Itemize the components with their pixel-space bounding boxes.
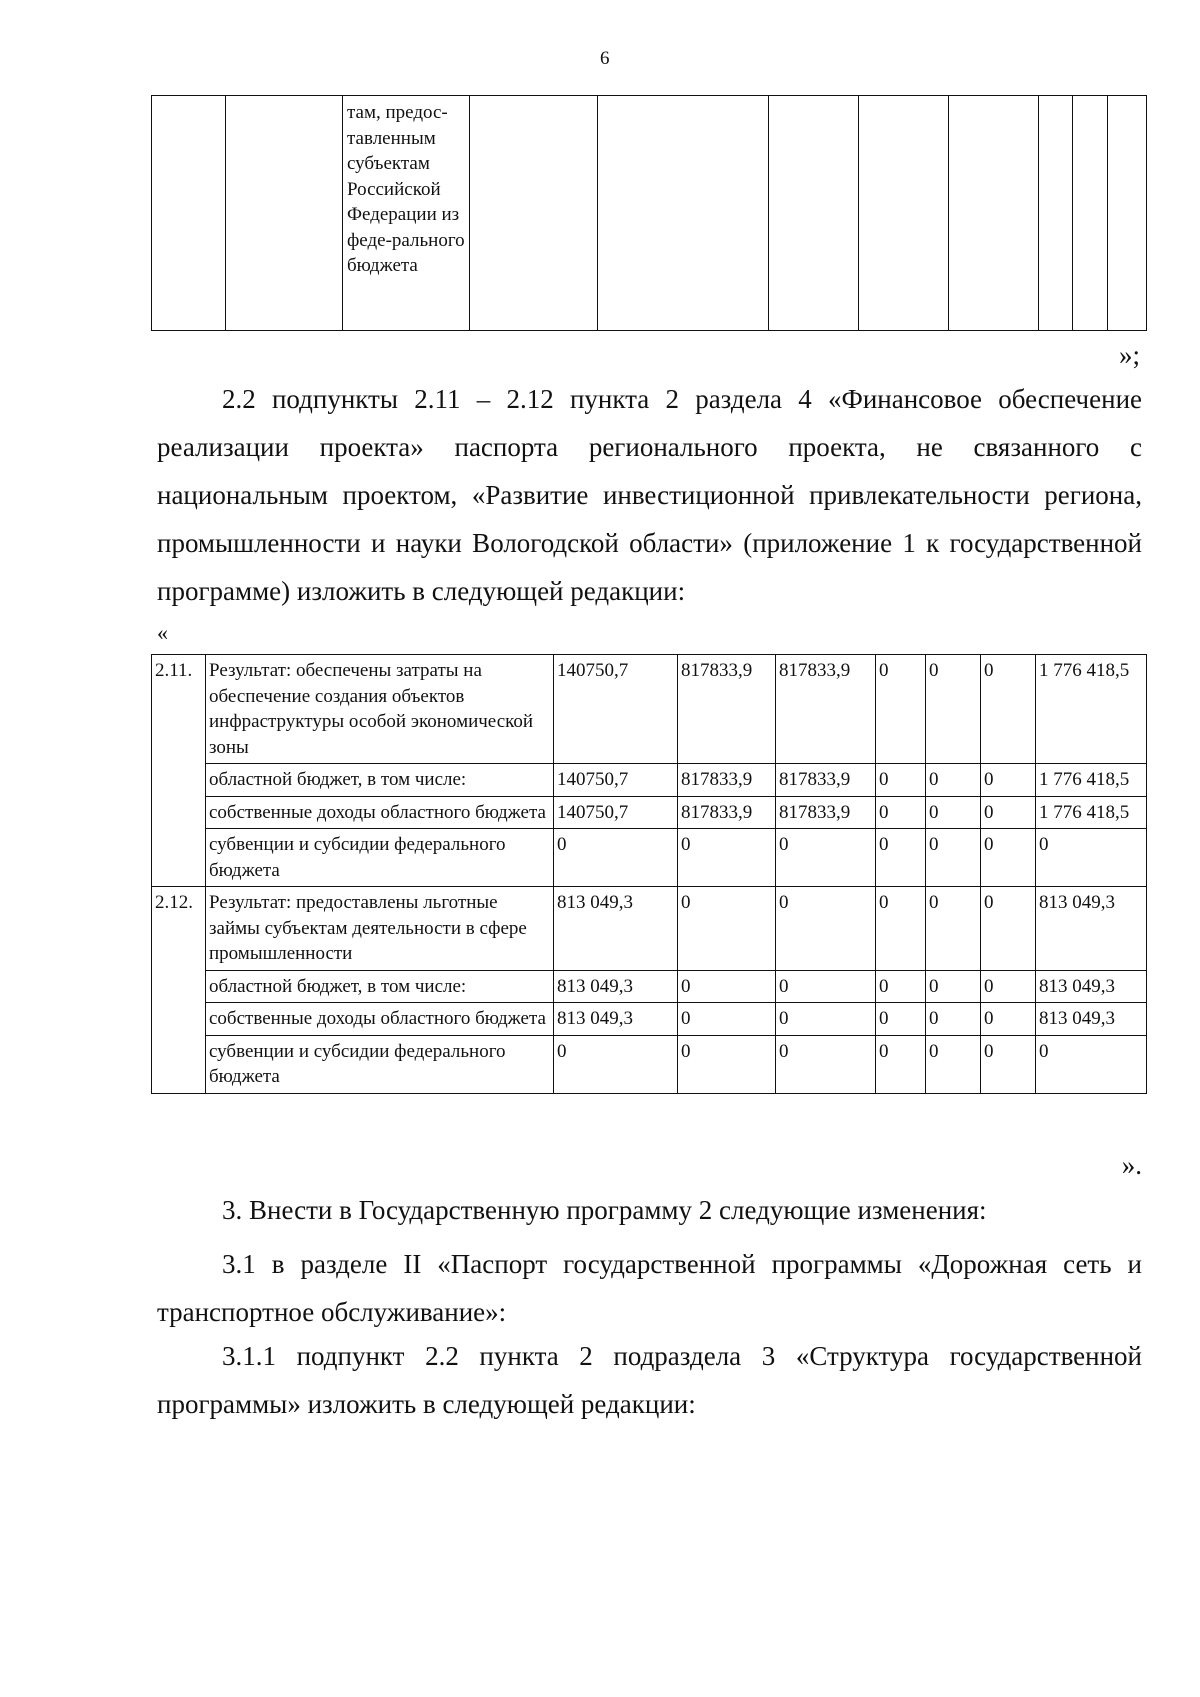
value-cell: 0 [926,655,981,764]
paragraph-3-1-1 [157,1332,1142,1428]
value-cell: 0 [926,796,981,829]
table-row [152,796,1147,829]
value-cell: 0 [926,829,981,887]
value-cell: 0 [926,970,981,1003]
table-row [152,829,1147,887]
value-cell: 0 [776,829,876,887]
value-cell: 0 [876,970,926,1003]
value-cell: 0 [981,887,1036,971]
value-cell: 0 [554,1035,678,1093]
value-cell: 140750,7 [554,796,678,829]
value-cell: 0 [776,1003,876,1036]
paragraph-3-1 [157,1240,1142,1336]
value-cell: 813 049,3 [1036,970,1147,1003]
value-cell: 0 [876,764,926,797]
value-cell: 0 [926,764,981,797]
value-cell: 0 [678,887,776,971]
paragraph-text: 2.2 подпункты 2.11 – 2.12 пункта 2 раздела 4 «Финансовое обеспечение реализации проекта» паспорта регионального проекта, не связанного с национальным проектом, «Развитие инвестиционной привлекательности региона, промышленности и науки Вологодской области» (приложение 1 к государственной программе) изложить в следующей редакции: [157,384,1142,606]
value-cell: 0 [678,1035,776,1093]
row-label: областной бюджет, в том числе: [206,970,554,1003]
value-cell: 0 [876,796,926,829]
paragraph-text: 3.1.1 подпункт 2.2 пункта 2 подраздела 3 «Структура государственной программы» изложить в следующей редакции: [157,1341,1142,1419]
opening-quote: « [157,620,168,645]
table-cell [769,96,859,331]
item-number: 2.11. [152,655,206,887]
row-label: Результат: обеспечены затраты на обеспечение создания объектов инфраструктуры особой экономической зоны [206,655,554,764]
table-cell [1039,96,1073,331]
value-cell: 817833,9 [776,655,876,764]
item-number: 2.12. [152,887,206,1094]
financing-table [151,654,1147,1094]
row-label: собственные доходы областного бюджета [206,796,554,829]
table-row [152,887,1147,971]
value-cell: 0 [926,1003,981,1036]
value-cell: 817833,9 [776,796,876,829]
value-cell: 0 [678,970,776,1003]
value-cell: 0 [876,1035,926,1093]
value-cell: 0 [776,887,876,971]
table-row [152,764,1147,797]
value-cell: 1 776 418,5 [1036,764,1147,797]
continuation-table [151,95,1147,331]
value-cell: 813 049,3 [1036,887,1147,971]
table-cell [949,96,1039,331]
value-cell: 0 [926,1035,981,1093]
value-cell: 817833,9 [678,764,776,797]
table-cell [152,96,226,331]
value-cell: 1 776 418,5 [1036,655,1147,764]
value-cell: 817833,9 [678,796,776,829]
value-cell: 0 [981,1003,1036,1036]
row-label: областной бюджет, в том числе: [206,764,554,797]
value-cell: 0 [981,970,1036,1003]
table-cell [1073,96,1108,331]
table-row [152,1003,1147,1036]
value-cell: 0 [876,887,926,971]
value-cell: 813 049,3 [554,970,678,1003]
value-cell: 140750,7 [554,655,678,764]
value-cell: 0 [776,1035,876,1093]
table-cell [1108,96,1147,331]
value-cell: 813 049,3 [1036,1003,1147,1036]
value-cell: 0 [876,1003,926,1036]
value-cell: 813 049,3 [554,887,678,971]
value-cell: 0 [678,1003,776,1036]
paragraph-text: 3.1 в разделе II «Паспорт государственной программы «Дорожная сеть и транспортное обслуживание»: [157,1249,1142,1327]
closing-quote: »; [1118,340,1140,370]
value-cell: 0 [876,655,926,764]
value-cell: 0 [876,829,926,887]
paragraph-2-2 [157,375,1142,615]
paragraph-text: 3. Внести в Государственную программу 2 следующие изменения: [222,1195,987,1225]
table-cell [859,96,949,331]
value-cell: 0 [981,655,1036,764]
table-cell [343,96,470,331]
value-cell: 0 [678,829,776,887]
table-cell [598,96,769,331]
row-label: Результат: предоставлены льготные займы субъектам деятельности в сфере промышленности [206,887,554,971]
row-label: субвенции и субсидии федерального бюджета [206,829,554,887]
closing-quote: ». [1121,1150,1142,1180]
value-cell: 0 [981,764,1036,797]
value-cell: 0 [554,829,678,887]
value-cell: 0 [776,970,876,1003]
table-row [152,96,1147,331]
value-cell: 0 [1036,829,1147,887]
page-number: 6 [600,48,610,69]
row-label: субвенции и субсидии федерального бюджета [206,1035,554,1093]
paragraph-3 [157,1186,1142,1234]
cell-text: там, предос-тавленным субъектам Российской Федерации из феде-рального бюджета [347,102,465,276]
value-cell: 0 [981,796,1036,829]
value-cell: 813 049,3 [554,1003,678,1036]
table-cell [470,96,598,331]
value-cell: 0 [1036,1035,1147,1093]
value-cell: 140750,7 [554,764,678,797]
row-label: собственные доходы областного бюджета [206,1003,554,1036]
value-cell: 1 776 418,5 [1036,796,1147,829]
table-row [152,1035,1147,1093]
value-cell: 0 [981,1035,1036,1093]
value-cell: 817833,9 [678,655,776,764]
value-cell: 817833,9 [776,764,876,797]
value-cell: 0 [926,887,981,971]
table-row [152,970,1147,1003]
table-cell [226,96,343,331]
table-row [152,655,1147,764]
value-cell: 0 [981,829,1036,887]
